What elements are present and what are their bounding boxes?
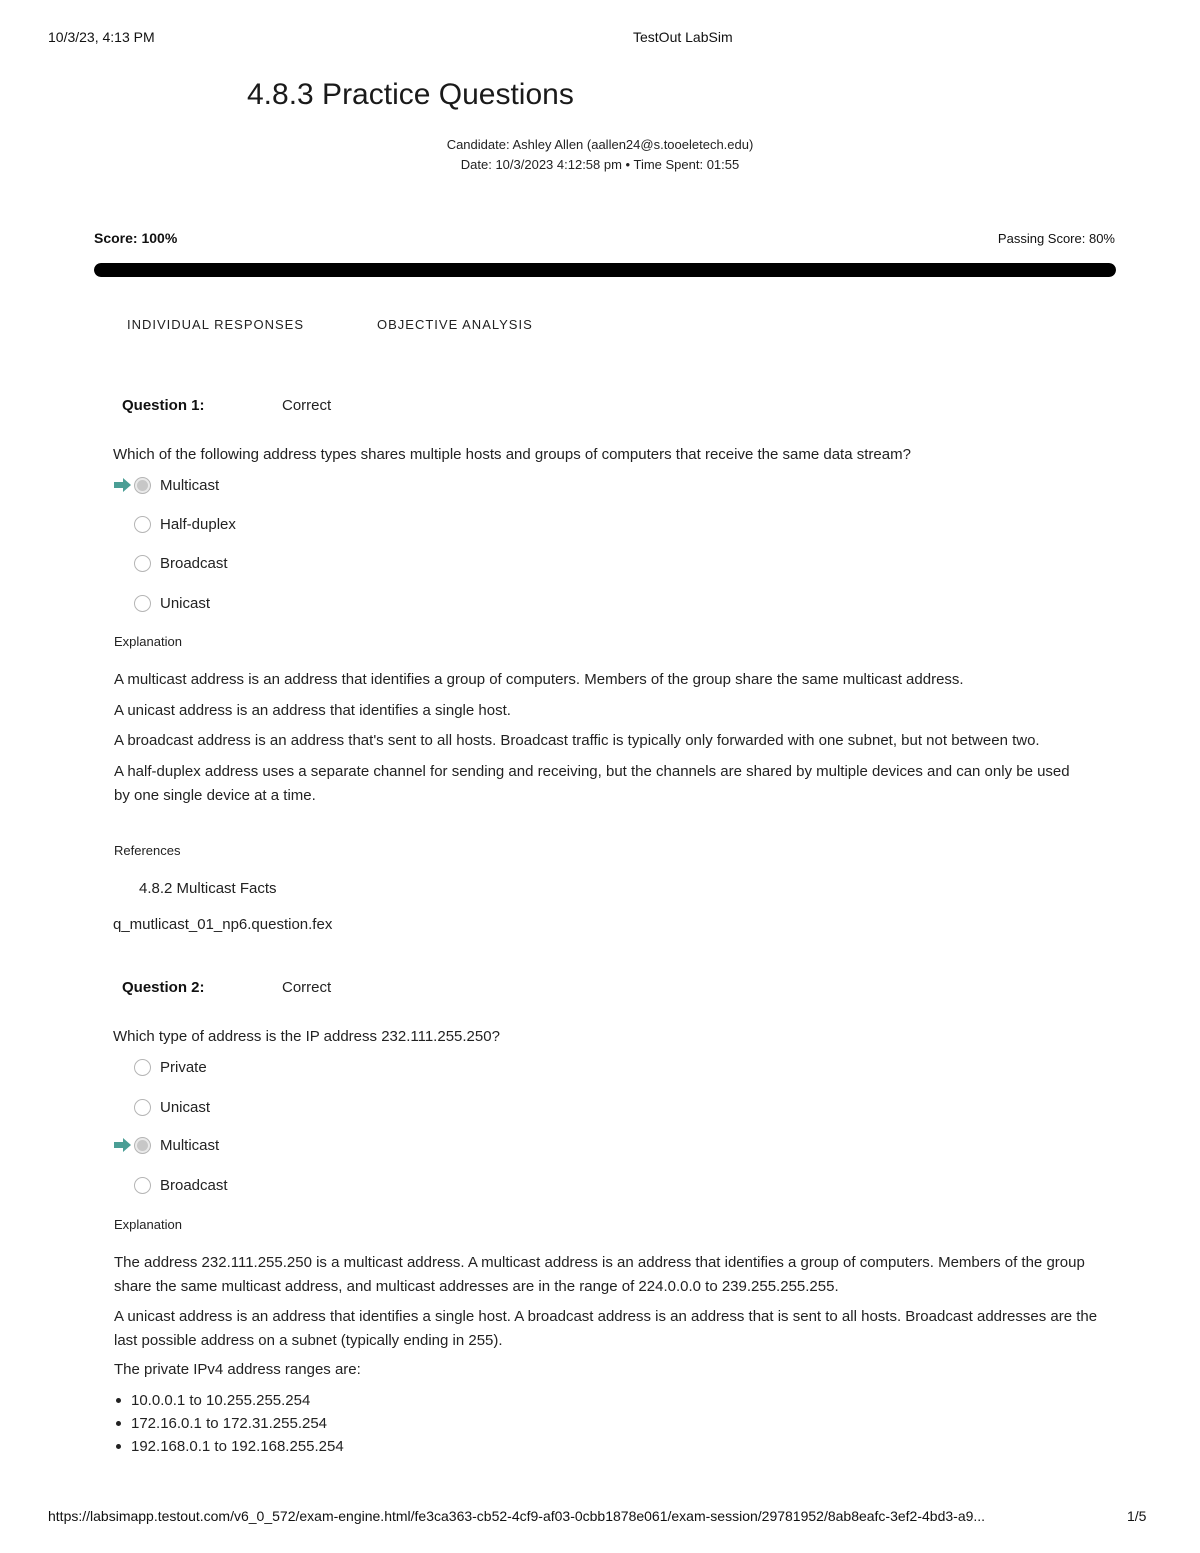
print-datetime: 10/3/23, 4:13 PM: [48, 29, 155, 45]
range-text: 10.0.0.1 to 10.255.255.254: [131, 1392, 311, 1409]
q2-explanation-p2: A unicast address is an address that identifies a single host. A broadcast address is an address that is sent to all hosts. Broadcast addresses are the last possible address on a subnet (typically ending in 255).: [114, 1308, 1098, 1349]
q1-references-label: References: [114, 843, 181, 858]
option-label: Multicast: [160, 1136, 220, 1154]
radio-icon[interactable]: [134, 1059, 151, 1076]
question-1-label: Question 1:: [122, 397, 205, 414]
list-item: [116, 1389, 344, 1412]
radio-icon[interactable]: [134, 1177, 151, 1194]
option-label: Unicast: [160, 1098, 211, 1116]
q1-option-broadcast[interactable]: [134, 552, 228, 574]
q1-explanation-label: Explanation: [114, 634, 182, 649]
score-progress-fill: [94, 263, 1116, 277]
page-title: 4.8.3 Practice Questions: [247, 78, 574, 111]
question-1-text: Which of the following address types shares multiple hosts and groups of computers that receive the same data stream?: [113, 446, 911, 463]
q1-explanation-p4: A half-duplex address uses a separate channel for sending and receiving, but the channels are shared by multiple devices and can only be used by one single device at a time.: [114, 763, 1070, 804]
q2-option-broadcast[interactable]: [134, 1174, 228, 1196]
radio-icon[interactable]: [134, 595, 151, 612]
q1-explanation-p1: A multicast address is an address that identifies a group of computers. Members of the group share the same multicast address.: [114, 671, 964, 688]
option-label: Unicast: [160, 594, 211, 612]
question-2-label: Question 2:: [122, 979, 205, 996]
q2-option-private[interactable]: [134, 1056, 207, 1078]
print-url: https://labsimapp.testout.com/v6_0_572/exam-engine.html/fe3ca363-cb52-4cf9-af03-0cbb1878e061/exam-session/29781952/8ab8eafc-3ef2-4bd3-a9...: [48, 1508, 986, 1524]
candidate-line: Candidate: Ashley Allen (aallen24@s.tooeletech.edu): [446, 137, 754, 152]
q2-explanation-p1: The address 232.111.255.250 is a multicast address. A multicast address is an address that identifies a group of computers. Members of the group share the same multicast address, and multicast addresses are in the range of 224.0.0.0 to 239.255.255.255.: [114, 1254, 1085, 1295]
tab-objective-analysis[interactable]: OBJECTIVE ANALYSIS: [377, 317, 533, 332]
q1-reference-link[interactable]: 4.8.2 Multicast Facts: [139, 880, 277, 897]
question-2-text: Which type of address is the IP address 232.111.255.250?: [113, 1028, 500, 1045]
list-item: [116, 1412, 344, 1435]
print-site-title: TestOut LabSim: [633, 29, 733, 45]
option-label: Multicast: [160, 476, 220, 494]
date-line: Date: 10/3/2023 4:12:58 pm • Time Spent: 01:55: [460, 157, 740, 172]
radio-icon[interactable]: [134, 516, 151, 533]
question-2-status: Correct: [282, 979, 332, 996]
selected-answer-arrow-icon: [114, 1138, 132, 1152]
tab-individual-responses[interactable]: INDIVIDUAL RESPONSES: [127, 317, 305, 332]
radio-icon[interactable]: [134, 1099, 151, 1116]
list-item: [116, 1435, 344, 1458]
q1-option-unicast[interactable]: [134, 592, 210, 614]
option-label: Private: [160, 1058, 207, 1076]
radio-selected-icon[interactable]: [134, 1137, 151, 1154]
option-label: Half-duplex: [160, 515, 236, 533]
q2-explanation-p3: The private IPv4 address ranges are:: [114, 1361, 361, 1378]
q1-option-multicast[interactable]: [114, 474, 219, 496]
q1-option-half-duplex[interactable]: [134, 513, 236, 535]
range-text: 172.16.0.1 to 172.31.255.254: [131, 1415, 328, 1432]
q2-option-unicast[interactable]: [134, 1096, 210, 1118]
question-1-status: Correct: [282, 397, 332, 414]
range-text: 192.168.0.1 to 192.168.255.254: [131, 1438, 344, 1455]
radio-selected-icon[interactable]: [134, 477, 151, 494]
q1-explanation-p2: A unicast address is an address that identifies a single host.: [114, 702, 511, 719]
option-label: Broadcast: [160, 1176, 228, 1194]
score-progress-bar: [94, 263, 1116, 277]
q1-question-file: q_mutlicast_01_np6.question.fex: [113, 916, 333, 933]
score-label: Score: 100%: [94, 230, 178, 246]
option-label: Broadcast: [160, 554, 228, 572]
q2-option-multicast[interactable]: [114, 1134, 219, 1156]
passing-score: Passing Score: 80%: [997, 231, 1115, 246]
private-ranges-list: [116, 1389, 344, 1458]
page-number: 1/5: [1127, 1508, 1147, 1524]
selected-answer-arrow-icon: [114, 478, 132, 492]
q1-explanation-p3: A broadcast address is an address that's sent to all hosts. Broadcast traffic is typically only forwarded with one subnet, but not between two.: [114, 732, 1040, 749]
radio-icon[interactable]: [134, 555, 151, 572]
q2-explanation-label: Explanation: [114, 1217, 182, 1232]
